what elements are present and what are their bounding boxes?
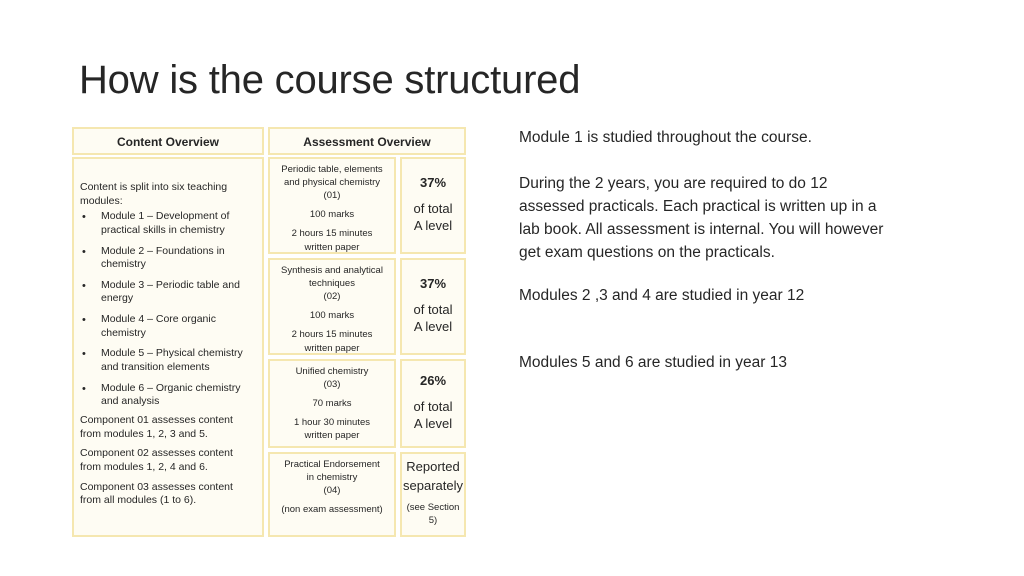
- paper-02-weighting: [400, 258, 466, 355]
- course-notes: [519, 126, 889, 374]
- paper-code: (01): [323, 190, 341, 202]
- paper-name: Periodic table, elements and physical chemistry: [281, 164, 383, 189]
- paper-of-total: of total: [413, 200, 453, 216]
- paper-name: Synthesis and analytical techniques: [281, 265, 383, 290]
- paper-01-weighting: [400, 157, 466, 254]
- course-structure-table: [72, 127, 466, 537]
- paper-type: written paper: [304, 342, 360, 354]
- content-intro: Content is split into six teaching modules:: [80, 181, 228, 207]
- paper-type: written paper: [304, 430, 360, 442]
- paper-type: written paper: [304, 241, 360, 253]
- module-item: • Module 2 – Foundations in chemistry: [80, 245, 256, 272]
- note-year-12: Modules 2 ,3 and 4 are studied in year 12: [519, 287, 805, 304]
- paper-01-description: [268, 157, 396, 254]
- paper-percent: 26%: [419, 373, 447, 388]
- content-overview-cell: [72, 157, 264, 537]
- practical-endorsement-weighting: [400, 452, 466, 537]
- paper-marks: 100 marks: [309, 209, 355, 221]
- paper-percent: 37%: [419, 175, 447, 190]
- paper-duration: 1 hour 30 minutes: [293, 417, 371, 429]
- component-note: Component 01 assesses content from modules 1, 2, 3 and 5.: [80, 413, 233, 440]
- paper-of-total: of total: [413, 398, 453, 414]
- note-module-1: Module 1 is studied throughout the course.: [519, 129, 812, 146]
- practical-name: Practical Endorsement in chemistry: [284, 459, 380, 484]
- paper-percent: 37%: [419, 276, 447, 291]
- practical-endorsement-description: [268, 452, 396, 537]
- paper-level: A level: [413, 319, 453, 335]
- paper-level: A level: [413, 416, 453, 432]
- module-item: • Module 1 – Development of practical skills in chemistry: [80, 210, 256, 237]
- module-item: • Module 6 – Organic chemistry and analysis: [80, 382, 256, 409]
- practical-see-section: (see Section 5): [406, 501, 460, 526]
- paper-duration: 2 hours 15 minutes: [291, 329, 373, 341]
- paper-name: Unified chemistry: [295, 366, 369, 377]
- component-note: Component 02 assesses content from modules 1, 2, 4 and 6.: [80, 447, 233, 473]
- paper-duration: 2 hours 15 minutes: [291, 228, 373, 240]
- component-note: Component 03 assesses content from all modules (1 to 6).: [80, 480, 233, 507]
- paper-code: (03): [323, 379, 341, 391]
- practical-code: (04): [323, 485, 341, 497]
- module-item: • Module 3 – Periodic table and energy: [80, 279, 256, 306]
- paper-marks: 70 marks: [312, 398, 352, 410]
- module-list: [80, 210, 256, 409]
- note-year-13: Modules 5 and 6 are studied in year 13: [519, 354, 787, 371]
- paper-03-description: [268, 359, 396, 448]
- module-item: • Module 4 – Core organic chemistry: [80, 313, 256, 340]
- slide-title: How is the course structured: [79, 58, 581, 102]
- paper-level: A level: [413, 218, 453, 234]
- paper-03-weighting: [400, 359, 466, 448]
- practical-reported: Reported separately: [403, 459, 463, 493]
- note-practicals: During the 2 years, you are required to do 12 assessed practicals. Each practical is written up in a lab book. All assessment is internal. You will however get exam questions on the practicals.: [519, 175, 884, 261]
- paper-02-description: [268, 258, 396, 355]
- content-overview-header: Content Overview: [72, 127, 264, 155]
- paper-of-total: of total: [413, 301, 453, 317]
- paper-code: (02): [323, 291, 341, 303]
- assessment-overview-header: Assessment Overview: [268, 127, 466, 155]
- module-item: • Module 5 – Physical chemistry and transition elements: [80, 347, 256, 374]
- paper-marks: 100 marks: [309, 310, 355, 322]
- practical-note: (non exam assessment): [281, 504, 383, 516]
